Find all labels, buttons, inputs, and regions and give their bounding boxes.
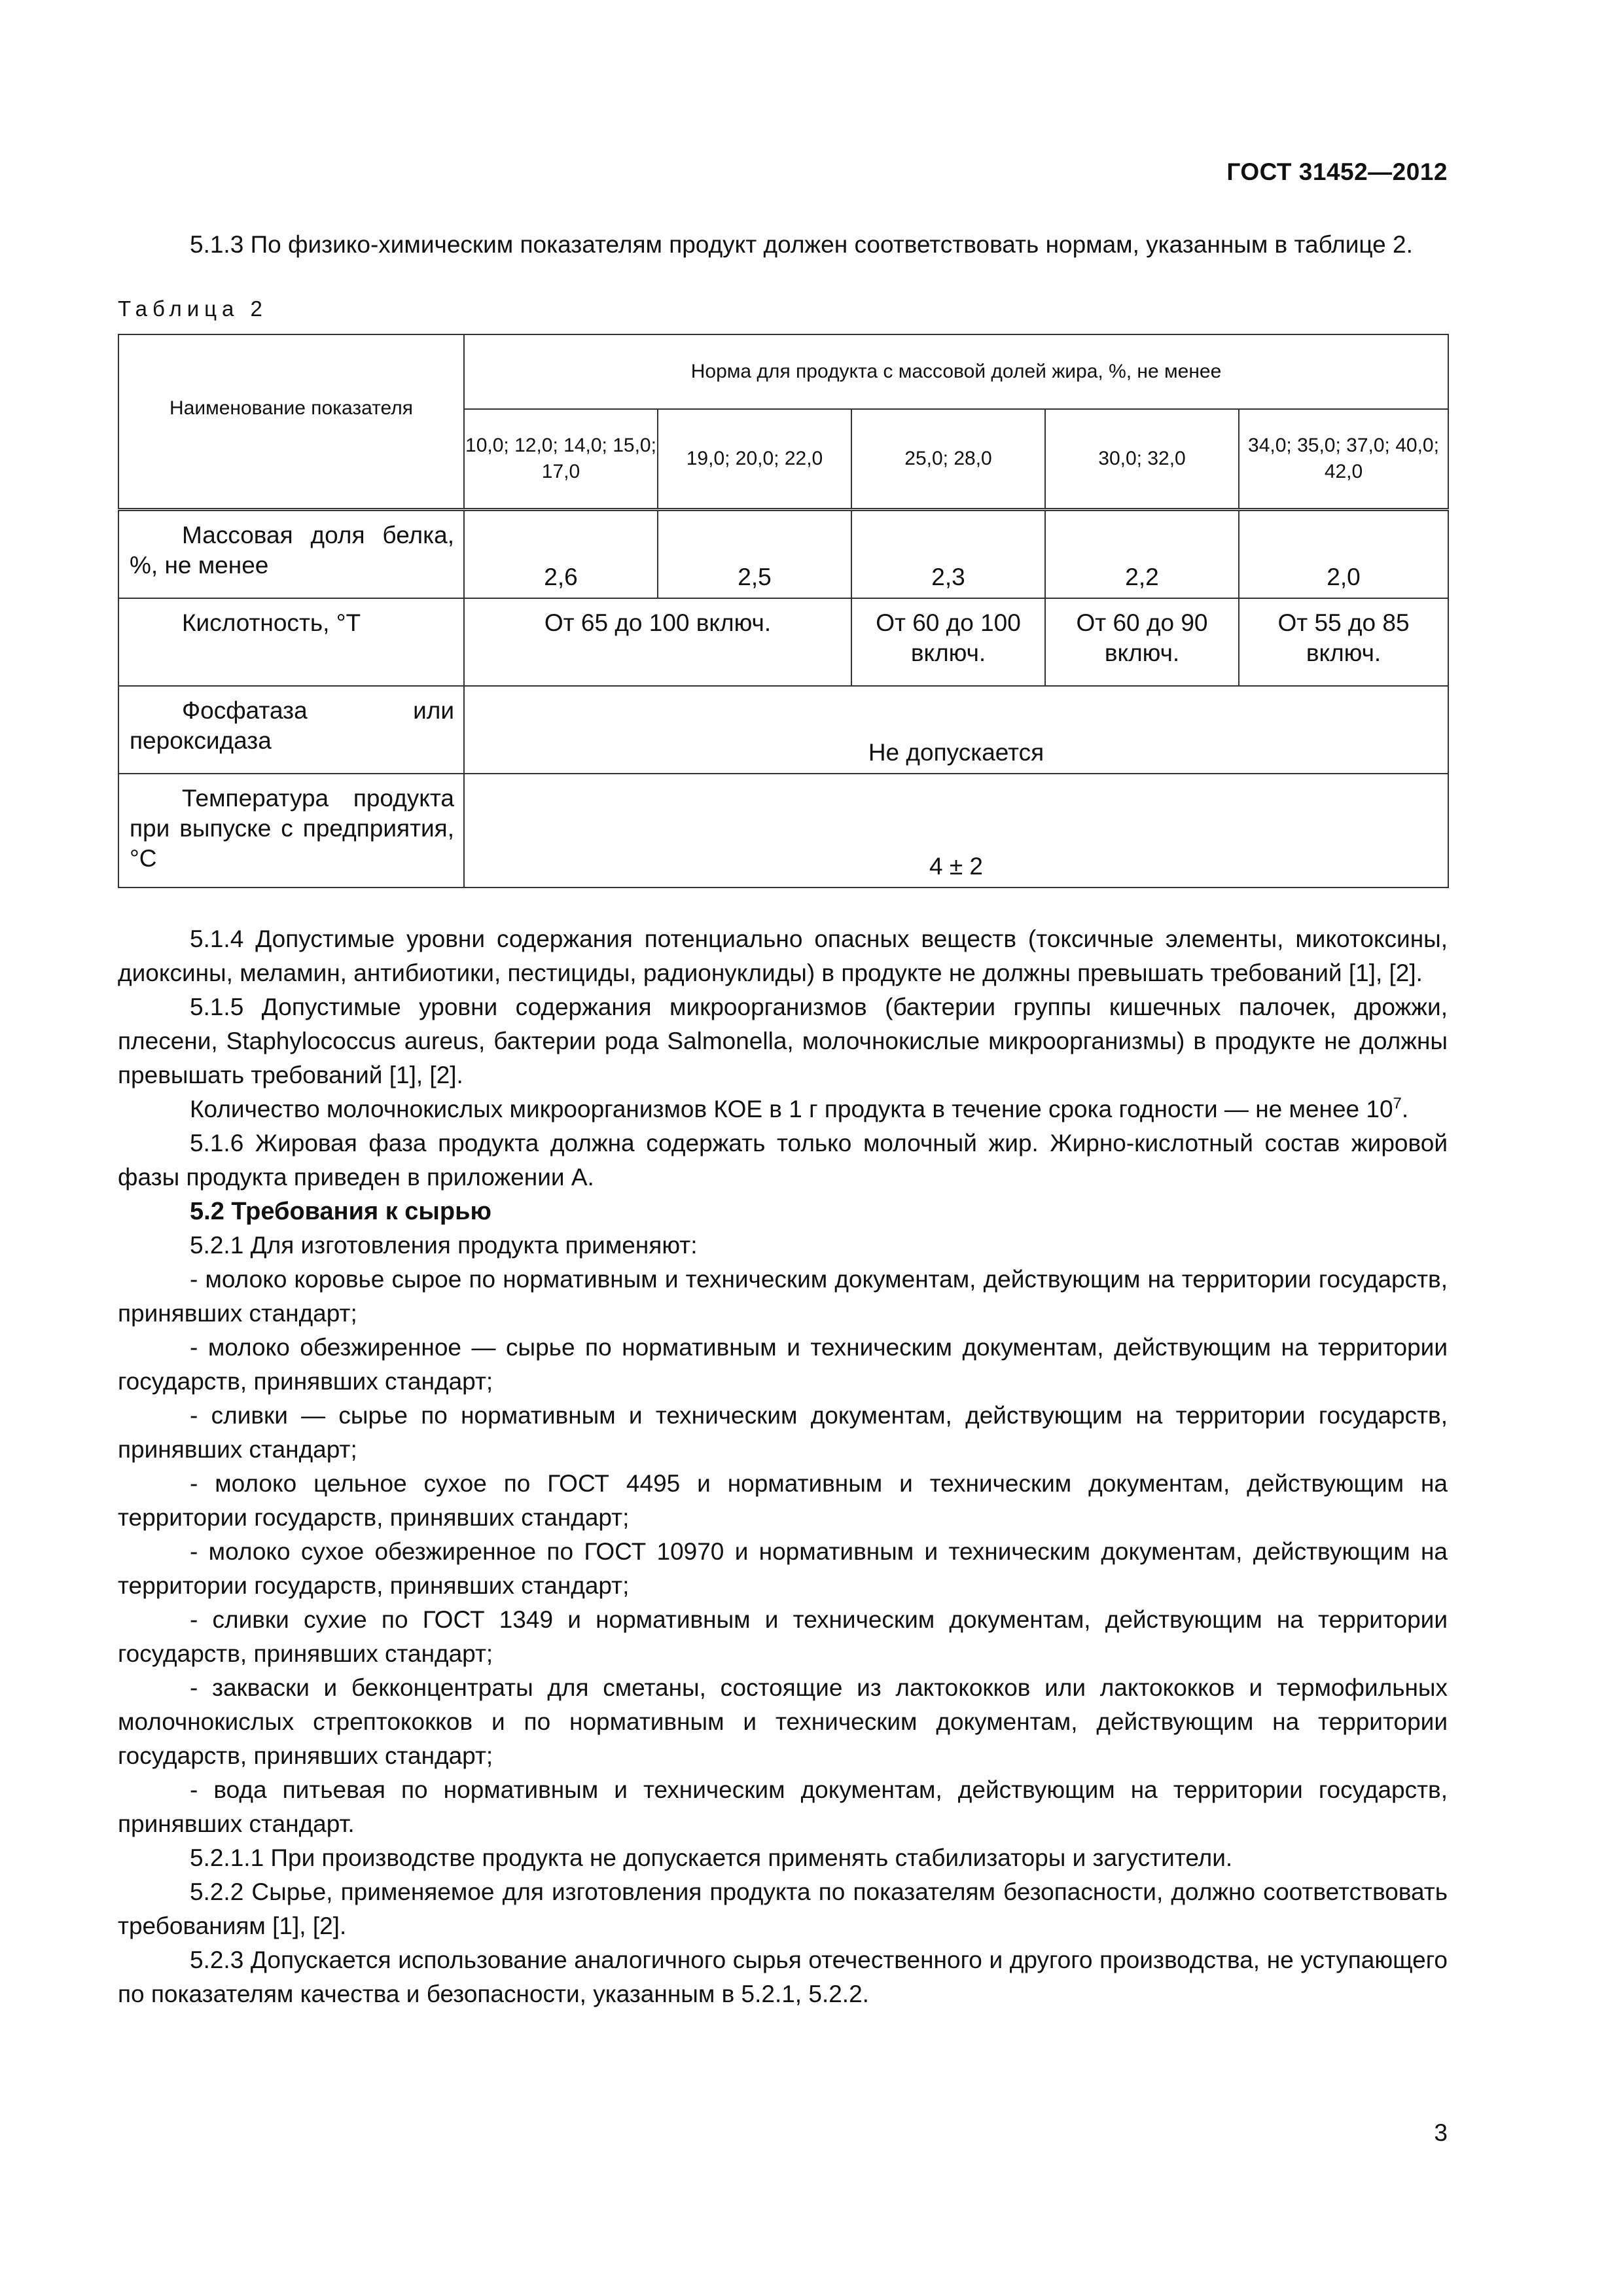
table-cell: От 60 до 90 включ. [1045, 598, 1239, 686]
paragraph-5-2-2: 5.2.2 Сырье, применяемое для изготовления продукта по показателям безопасности, должно соответствовать требованиям [1], [2]. [118, 1878, 1448, 1939]
table-row [118, 598, 1448, 686]
paragraph-5-2-1: 5.2.1 Для изготовления продукта применяют: [190, 1232, 698, 1259]
row-name: Фосфатаза или пероксидаза [118, 686, 464, 774]
section-heading-5-2: 5.2 Требования к сырью [190, 1198, 491, 1225]
group-header-fat: Норма для продукта с массовой долей жира, %, не менее [464, 334, 1448, 409]
table-cell: 2,6 [464, 510, 658, 599]
paragraph-lactic-count: Количество молочнокислых микроорганизмов КОЕ в 1 г продукта в течение срока годности — не менее $10^7$. [190, 1094, 1409, 1122]
table-cell: Не допускается [464, 686, 1448, 774]
fat-column-header: 19,0; 20,0; 22,0 [658, 409, 851, 510]
row-name: Температура продукта при выпуске с предприятия, °С [118, 774, 464, 888]
list-item: - молоко сухое обезжиренное по ГОСТ 10970 и нормативным и техническим документам, действующим на территории государств, принявших стандарт; [118, 1538, 1448, 1599]
table-cell: От 60 до 100 включ. [851, 598, 1045, 686]
table-cell: 4 ± 2 [464, 774, 1448, 888]
column-header-name: Наименование показателя [118, 334, 464, 510]
table-cell: 2,5 [658, 510, 851, 599]
fat-column-header: 25,0; 28,0 [851, 409, 1045, 510]
fat-column-header: 34,0; 35,0; 37,0; 40,0; 42,0 [1239, 409, 1448, 510]
paragraph-5-2-1-1: 5.2.1.1 При производстве продукта не допускается применять стабилизаторы и загустители. [190, 1844, 1233, 1871]
paragraph-5-1-3: 5.1.3 По физико-химическим показателям продукт должен соответствовать нормам, указанным в таблице 2. [190, 231, 1413, 258]
table-row [118, 686, 1448, 774]
table-cell: 2,2 [1045, 510, 1239, 599]
list-item: - сливки сухие по ГОСТ 1349 и нормативным и техническим документам, действующим на территории государств, принявших стандарт; [118, 1606, 1448, 1667]
table-row [118, 774, 1448, 888]
physico-chemical-table [118, 334, 1449, 888]
list-item: - молоко коровье сырое по нормативным и техническим документам, действующим на территории государств, принявших стандарт; [118, 1266, 1448, 1327]
fat-column-header: 30,0; 32,0 [1045, 409, 1239, 510]
table-caption: Таблица 2 [118, 296, 268, 321]
paragraph-5-1-5: 5.1.5 Допустимые уровни содержания микроорганизмов (бактерии группы кишечных палочек, дрожжи, плесени, Staphylococcus aureus, бактерии рода Salmonella, молочнокислые микроорганизмы) в продукте не должны превышать требований [1], [2]. [118, 994, 1448, 1088]
list-item: - сливки — сырье по нормативным и техническим документам, действующим на территории государств, принявших стандарт; [118, 1402, 1448, 1463]
page-number: 3 [1434, 2119, 1448, 2146]
paragraph-5-1-6: 5.1.6 Жировая фаза продукта должна содержать только молочный жир. Жирно-кислотный состав жировой фазы продукта приведен в приложении А. [118, 1130, 1448, 1191]
list-item: - вода питьевая по нормативным и техническим документам, действующим на территории государств, принявших стандарт. [118, 1776, 1448, 1837]
fat-column-header: 10,0; 12,0; 14,0; 15,0; 17,0 [464, 409, 658, 510]
list-item: - молоко обезжиренное — сырье по нормативным и техническим документам, действующим на территории государств, принявших стандарт; [118, 1334, 1448, 1395]
list-item: - закваски и бекконцентраты для сметаны, состоящие из лактококков или лактококков и термофильных молочнокислых стрептококков и по нормативным и техническим документам, действующим на территории государств, принявших стандарт; [118, 1674, 1448, 1769]
table-cell: 2,3 [851, 510, 1045, 599]
row-name: Кислотность, °Т [118, 598, 464, 686]
table-row [118, 510, 1448, 599]
table-cell: 2,0 [1239, 510, 1448, 599]
table-cell: От 65 до 100 включ. [464, 598, 851, 686]
paragraph-5-1-4: 5.1.4 Допустимые уровни содержания потенциально опасных веществ (токсичные элементы, микотоксины, диоксины, меламин, антибиотики, пестициды, радионуклиды) в продукте не должны превышать требований [1], [2]. [118, 925, 1448, 986]
list-item: - молоко цельное сухое по ГОСТ 4495 и нормативным и техническим документам, действующим на территории государств, принявших стандарт; [118, 1470, 1448, 1531]
row-name: Массовая доля белка, %, не менее [118, 510, 464, 599]
table-cell: От 55 до 85 включ. [1239, 598, 1448, 686]
document-id: ГОСТ 31452—2012 [1226, 158, 1448, 185]
paragraph-5-2-3: 5.2.3 Допускается использование аналогичного сырья отечественного и другого производства, не уступающего по показателям качества и безопасности, указанным в 5.2.1, 5.2.2. [118, 1946, 1448, 2007]
page-content [118, 228, 1448, 2011]
